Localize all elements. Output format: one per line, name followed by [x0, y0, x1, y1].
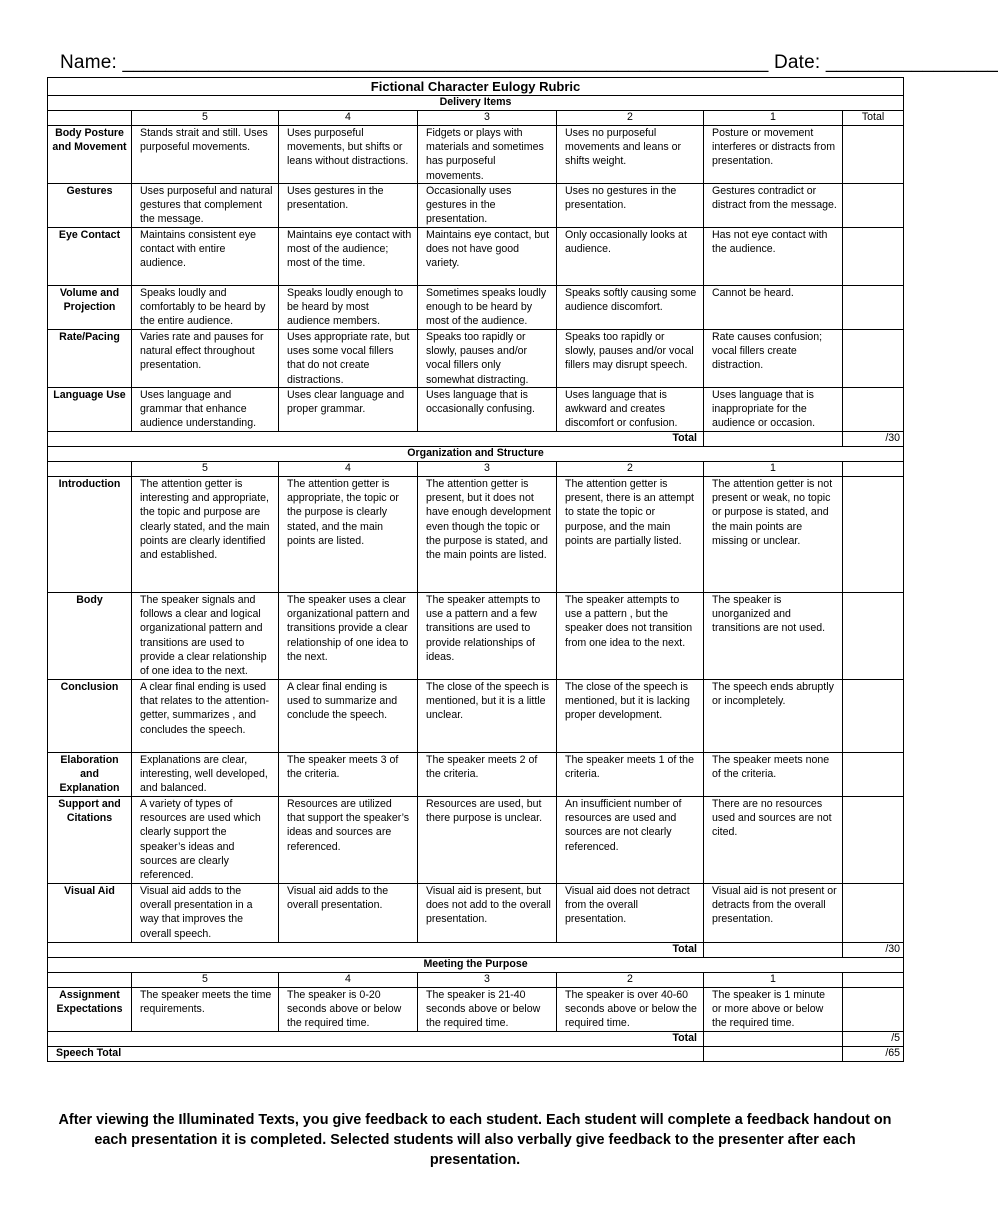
- criterion-label: Introduction: [48, 477, 132, 593]
- section-header-row: [48, 447, 904, 462]
- descriptor-cell: The speaker signals and follows a clear and logical organizational pattern and transitions are used to provide a clear relationship of one idea to the next.: [132, 593, 279, 680]
- score-entry-cell[interactable]: [843, 753, 904, 797]
- section-total-entry[interactable]: [704, 432, 843, 447]
- descriptor-cell: Uses gestures in the presentation.: [279, 184, 418, 228]
- descriptor-cell: A clear final ending is used that relates to the attention-getter, summarizes , and concludes the speech.: [132, 680, 279, 753]
- descriptor-cell: Speaks too rapidly or slowly, pauses and/or vocal fillers only somewhat distracting.: [418, 330, 557, 388]
- score-entry-cell[interactable]: [843, 286, 904, 330]
- descriptor-cell: Cannot be heard.: [704, 286, 843, 330]
- score-entry-cell[interactable]: [843, 330, 904, 388]
- name-date-line: [60, 52, 998, 78]
- rubric-row: [48, 126, 904, 184]
- descriptor-cell: The speaker is 1 minute or more above or below the required time.: [704, 988, 843, 1032]
- score-header: 4: [279, 111, 418, 126]
- descriptor-cell: A variety of types of resources are used which clearly support the speaker’s ideas and sources are clearly referenced.: [132, 797, 279, 884]
- score-header: 4: [279, 973, 418, 988]
- descriptor-cell: The speaker is 21-40 seconds above or below the required time.: [418, 988, 557, 1032]
- score-entry-cell[interactable]: [843, 184, 904, 228]
- date-blank[interactable]: ________________: [820, 52, 998, 73]
- rubric-row: [48, 884, 904, 943]
- criterion-label: Gestures: [48, 184, 132, 228]
- descriptor-cell: Varies rate and pauses for natural effect throughout presentation.: [132, 330, 279, 388]
- total-column-header: [843, 973, 904, 988]
- descriptor-cell: Maintains eye contact with most of the audience; most of the time.: [279, 228, 418, 286]
- score-header-row: [48, 462, 904, 477]
- score-entry-cell[interactable]: [843, 884, 904, 943]
- descriptor-cell: Fidgets or plays with materials and sometimes has purposeful movements.: [418, 126, 557, 184]
- descriptor-cell: Maintains eye contact, but does not have good variety.: [418, 228, 557, 286]
- rubric-row: [48, 753, 904, 797]
- descriptor-cell: Gestures contradict or distract from the message.: [704, 184, 843, 228]
- descriptor-cell: The close of the speech is mentioned, but it is a little unclear.: [418, 680, 557, 753]
- criterion-label: Body: [48, 593, 132, 680]
- descriptor-cell: Speaks loudly enough to be heard by most audience members.: [279, 286, 418, 330]
- section-total-value: /30: [843, 943, 904, 958]
- descriptor-cell: The attention getter is appropriate, the topic or the purpose is clearly stated, and the main points are listed.: [279, 477, 418, 593]
- descriptor-cell: The attention getter is not present or weak, no topic or purpose is stated, and the main points are missing or unclear.: [704, 477, 843, 593]
- descriptor-cell: Visual aid is not present or detracts from the overall presentation.: [704, 884, 843, 943]
- score-header: 2: [557, 111, 704, 126]
- descriptor-cell: Uses appropriate rate, but uses some vocal fillers that do not create distractions.: [279, 330, 418, 388]
- criterion-label: Rate/Pacing: [48, 330, 132, 388]
- score-header: 1: [704, 111, 843, 126]
- score-header: 5: [132, 973, 279, 988]
- score-entry-cell[interactable]: [843, 126, 904, 184]
- total-column-header: [843, 462, 904, 477]
- rubric-row: [48, 184, 904, 228]
- criterion-header-cell: [48, 462, 132, 477]
- section-total-label: Total: [48, 1032, 704, 1047]
- section-total-entry[interactable]: [704, 1032, 843, 1047]
- descriptor-cell: Uses clear language and proper grammar.: [279, 388, 418, 432]
- section-header-row: [48, 958, 904, 973]
- criterion-header-cell: [48, 111, 132, 126]
- descriptor-cell: Occasionally uses gestures in the presentation.: [418, 184, 557, 228]
- descriptor-cell: Uses language that is occasionally confusing.: [418, 388, 557, 432]
- criterion-header-cell: [48, 973, 132, 988]
- descriptor-cell: The speaker meets 3 of the criteria.: [279, 753, 418, 797]
- descriptor-cell: Visual aid does not detract from the overall presentation.: [557, 884, 704, 943]
- score-header: 5: [132, 462, 279, 477]
- descriptor-cell: The speaker attempts to use a pattern and a few transitions are used to provide relationships of ideas.: [418, 593, 557, 680]
- descriptor-cell: The attention getter is present, but it does not have enough development even though the topic or the purpose is stated, and the main points are listed.: [418, 477, 557, 593]
- descriptor-cell: Has not eye contact with the audience.: [704, 228, 843, 286]
- descriptor-cell: The speaker uses a clear organizational pattern and transitions provide a clear relationship of one idea to the next.: [279, 593, 418, 680]
- rubric-table: [47, 77, 904, 1062]
- feedback-instructions: After viewing the Illuminated Texts, you give feedback to each student. Each student will complete a feedback handout on each presentation it is completed. Selected students will also verbally give feedback to the presenter after each presentation.: [58, 1112, 892, 1168]
- score-header-row: [48, 111, 904, 126]
- criterion-label: Visual Aid: [48, 884, 132, 943]
- descriptor-cell: Uses language and grammar that enhance audience understanding.: [132, 388, 279, 432]
- score-entry-cell[interactable]: [843, 477, 904, 593]
- rubric-row: [48, 593, 904, 680]
- score-header: 2: [557, 973, 704, 988]
- score-header: 5: [132, 111, 279, 126]
- score-header: 3: [418, 111, 557, 126]
- criterion-label: Body Posture and Movement: [48, 126, 132, 184]
- descriptor-cell: Uses purposeful movements, but shifts or leans without distractions.: [279, 126, 418, 184]
- score-header: 1: [704, 462, 843, 477]
- descriptor-cell: Resources are used, but there purpose is unclear.: [418, 797, 557, 884]
- descriptor-cell: The speaker is 0-20 seconds above or below the required time.: [279, 988, 418, 1032]
- section-total-entry[interactable]: [704, 943, 843, 958]
- score-header: 3: [418, 462, 557, 477]
- descriptor-cell: Visual aid adds to the overall presentation.: [279, 884, 418, 943]
- descriptor-cell: The attention getter is present, there is an attempt to state the topic or purpose, and the main points are partially listed.: [557, 477, 704, 593]
- score-entry-cell[interactable]: [843, 680, 904, 753]
- speech-total-row: [48, 1047, 904, 1062]
- descriptor-cell: The speaker meets 2 of the criteria.: [418, 753, 557, 797]
- descriptor-cell: The speaker is unorganized and transitions are not used.: [704, 593, 843, 680]
- score-header: 2: [557, 462, 704, 477]
- score-entry-cell[interactable]: [843, 593, 904, 680]
- rubric-row: [48, 330, 904, 388]
- rubric-row: [48, 477, 904, 593]
- descriptor-cell: A clear final ending is used to summarize and conclude the speech.: [279, 680, 418, 753]
- criterion-label: Assignment Expectations: [48, 988, 132, 1032]
- score-header: 4: [279, 462, 418, 477]
- section-title: Meeting the Purpose: [48, 958, 904, 973]
- rubric-row: [48, 388, 904, 432]
- section-title: Delivery Items: [48, 96, 904, 111]
- descriptor-cell: Maintains consistent eye contact with entire audience.: [132, 228, 279, 286]
- speech-total-entry[interactable]: [704, 1047, 843, 1062]
- descriptor-cell: Visual aid adds to the overall presentation in a way that improves the overall speech.: [132, 884, 279, 943]
- descriptor-cell: Speaks loudly and comfortably to be heard by the entire audience.: [132, 286, 279, 330]
- section-total-label: Total: [48, 943, 704, 958]
- descriptor-cell: Posture or movement interferes or distracts from presentation.: [704, 126, 843, 184]
- descriptor-cell: Stands strait and still. Uses purposeful movements.: [132, 126, 279, 184]
- total-column-header: Total: [843, 111, 904, 126]
- descriptor-cell: The speaker is over 40-60 seconds above or below the required time.: [557, 988, 704, 1032]
- descriptor-cell: Speaks too rapidly or slowly, pauses and/or vocal fillers may disrupt speech.: [557, 330, 704, 388]
- descriptor-cell: The attention getter is interesting and appropriate, the topic and purpose are clearly stated, and the main points are clearly identified and established.: [132, 477, 279, 593]
- descriptor-cell: There are no resources used and sources are not cited.: [704, 797, 843, 884]
- score-header: 1: [704, 973, 843, 988]
- criterion-label: Eye Contact: [48, 228, 132, 286]
- descriptor-cell: The close of the speech is mentioned, but it is lacking proper development.: [557, 680, 704, 753]
- criterion-label: Elaboration and Explanation: [48, 753, 132, 797]
- descriptor-cell: Uses language that is inappropriate for the audience or occasion.: [704, 388, 843, 432]
- score-header-row: [48, 973, 904, 988]
- criterion-label: Conclusion: [48, 680, 132, 753]
- section-total-row: [48, 432, 904, 447]
- criterion-label: Language Use: [48, 388, 132, 432]
- descriptor-cell: The speaker meets none of the criteria.: [704, 753, 843, 797]
- descriptor-cell: The speech ends abruptly or incompletely.: [704, 680, 843, 753]
- rubric-row: [48, 228, 904, 286]
- descriptor-cell: Uses no purposeful movements and leans or shifts weight.: [557, 126, 704, 184]
- section-total-value: /30: [843, 432, 904, 447]
- descriptor-cell: The speaker meets the time requirements.: [132, 988, 279, 1032]
- descriptor-cell: Uses language that is awkward and creates discomfort or confusion.: [557, 388, 704, 432]
- descriptor-cell: Sometimes speaks loudly enough to be heard by most of the audience.: [418, 286, 557, 330]
- speech-total-label: Speech Total: [48, 1047, 704, 1062]
- section-total-label: Total: [48, 432, 704, 447]
- score-entry-cell[interactable]: [843, 228, 904, 286]
- section-title: Organization and Structure: [48, 447, 904, 462]
- descriptor-cell: Visual aid is present, but does not add to the overall presentation.: [418, 884, 557, 943]
- score-entry-cell[interactable]: [843, 797, 904, 884]
- descriptor-cell: Rate causes confusion; vocal fillers create distraction.: [704, 330, 843, 388]
- rubric-row: [48, 680, 904, 753]
- section-total-row: [48, 1032, 904, 1047]
- descriptor-cell: Resources are utilized that support the speaker’s ideas and sources are referenced.: [279, 797, 418, 884]
- descriptor-cell: Speaks softly causing some audience discomfort.: [557, 286, 704, 330]
- date-label: Date:: [768, 52, 821, 73]
- score-entry-cell[interactable]: [843, 388, 904, 432]
- rubric-row: [48, 286, 904, 330]
- rubric-row: [48, 797, 904, 884]
- score-header: 3: [418, 973, 557, 988]
- descriptor-cell: The speaker attempts to use a pattern , but the speaker does not transition from one idea to the next.: [557, 593, 704, 680]
- rubric-title-row: [48, 78, 904, 96]
- name-blank[interactable]: ____________________________________________________________: [116, 52, 769, 73]
- descriptor-cell: Uses purposeful and natural gestures that complement the message.: [132, 184, 279, 228]
- descriptor-cell: Explanations are clear, interesting, well developed, and balanced.: [132, 753, 279, 797]
- section-header-row: [48, 96, 904, 111]
- criterion-label: Support and Citations: [48, 797, 132, 884]
- descriptor-cell: Only occasionally looks at audience.: [557, 228, 704, 286]
- section-total-row: [48, 943, 904, 958]
- descriptor-cell: An insufficient number of resources are used and sources are not clearly referenced.: [557, 797, 704, 884]
- descriptor-cell: The speaker meets 1 of the criteria.: [557, 753, 704, 797]
- name-label: Name:: [60, 52, 117, 73]
- descriptor-cell: Uses no gestures in the presentation.: [557, 184, 704, 228]
- score-entry-cell[interactable]: [843, 988, 904, 1032]
- rubric-title: Fictional Character Eulogy Rubric: [48, 78, 904, 96]
- speech-total-value: /65: [843, 1047, 904, 1062]
- criterion-label: Volume and Projection: [48, 286, 132, 330]
- section-total-value: /5: [843, 1032, 904, 1047]
- rubric-row: [48, 988, 904, 1032]
